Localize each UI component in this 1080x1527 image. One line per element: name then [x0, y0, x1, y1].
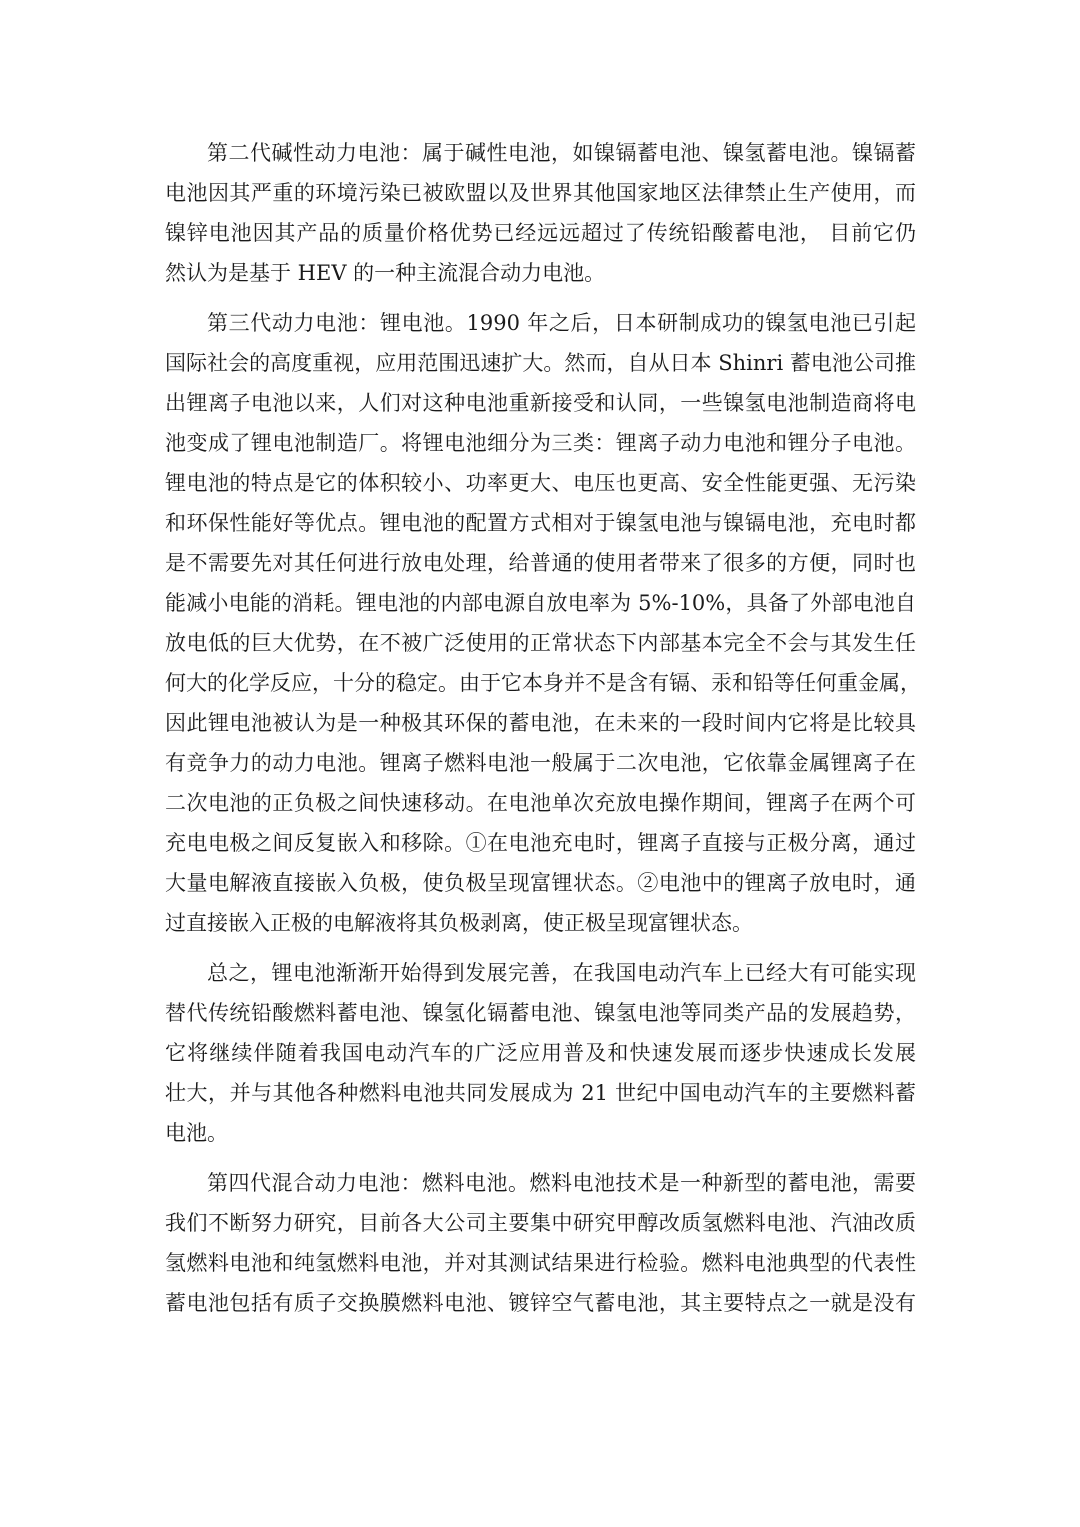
text-line: 镍锌电池因其产品的质量价格优势已经远远超过了传统铅酸蓄电池， 目前它仍 [165, 221, 916, 245]
paragraph-summary [165, 953, 916, 1153]
text-line: 出锂离子电池以来，人们对这种电池重新接受和认同，一些镍氢电池制造商将电 [165, 391, 916, 415]
text-line: 能减小电能的消耗。锂电池的内部电源自放电率为 5%-10%，具备了外部电池自 [165, 591, 916, 615]
text-line: 池变成了锂电池制造厂。将锂电池细分为三类：锂离子动力电池和锂分子电池。 [165, 431, 916, 455]
text-line: 总之，锂电池渐渐开始得到发展完善，在我国电动汽车上已经大有可能实现 [207, 961, 916, 985]
text-line: 是不需要先对其任何进行放电处理，给普通的使用者带来了很多的方便，同时也 [165, 551, 916, 575]
text-line: 蓄电池包括有质子交换膜燃料电池、镀锌空气蓄电池，其主要特点之一就是没有 [165, 1291, 916, 1315]
paragraph-third-gen-lithium [165, 303, 921, 943]
text-line: 氢燃料电池和纯氢燃料电池，并对其测试结果进行检验。燃料电池典型的代表性 [165, 1251, 916, 1275]
text-line: 壮大，并与其他各种燃料电池共同发展成为 21 世纪中国电动汽车的主要燃料蓄 [165, 1081, 916, 1105]
text-line: 过直接嵌入正极的电解液将其负极剥离，使正极呈现富锂状态。 [165, 911, 753, 935]
text-line: 大量电解液直接嵌入负极，使负极呈现富锂状态。②电池中的锂离子放电时，通 [165, 871, 916, 895]
text-line: 充电电极之间反复嵌入和移除。①在电池充电时，锂离子直接与正极分离，通过 [165, 831, 916, 855]
text-line: 它将继续伴随着我国电动汽车的广泛应用普及和快速发展而逐步快速成长发展 [165, 1041, 916, 1065]
text-line: 替代传统铅酸燃料蓄电池、镍氢化镉蓄电池、镍氢电池等同类产品的发展趋势， [165, 1001, 916, 1025]
text-line: 第二代碱性动力电池：属于碱性电池，如镍镉蓄电池、镍氢蓄电池。镍镉蓄 [207, 141, 916, 165]
text-line: 电池。 [165, 1121, 228, 1145]
text-line: 电池因其严重的环境污染已被欧盟以及世界其他国家地区法律禁止生产使用，而 [165, 181, 916, 205]
text-line: 第四代混合动力电池：燃料电池。燃料电池技术是一种新型的蓄电池，需要 [207, 1171, 916, 1195]
text-line: 我们不断努力研究，目前各大公司主要集中研究甲醇改质氢燃料电池、汽油改质 [165, 1211, 916, 1235]
text-line: 然认为是基于 HEV 的一种主流混合动力电池。 [165, 261, 606, 285]
body-text [165, 133, 921, 1333]
text-line: 因此锂电池被认为是一种极其环保的蓄电池，在未来的一段时间内它将是比较具 [165, 711, 916, 735]
paragraph-fourth-gen-fuel-cell [165, 1163, 916, 1323]
text-line: 国际社会的高度重视，应用范围迅速扩大。然而，自从日本 Shinri 蓄电池公司推 [165, 351, 916, 375]
text-line: 和环保性能好等优点。锂电池的配置方式相对于镍氢电池与镍镉电池，充电时都 [165, 511, 916, 535]
text-line: 放电低的巨大优势，在不被广泛使用的正常状态下内部基本完全不会与其发生任 [165, 631, 916, 655]
text-line: 第三代动力电池：锂电池。1990 年之后，日本研制成功的镍氢电池已引起 [207, 311, 916, 335]
text-line: 有竞争力的动力电池。锂离子燃料电池一般属于二次电池，它依靠金属锂离子在 [165, 751, 916, 775]
text-line: 二次电池的正负极之间快速移动。在电池单次充放电操作期间，锂离子在两个可 [165, 791, 916, 815]
paragraph-second-gen-alkaline [165, 133, 916, 293]
text-line: 何大的化学反应，十分的稳定。由于它本身并不是含有镉、汞和铅等任何重金属， [165, 671, 921, 695]
text-line: 锂电池的特点是它的体积较小、功率更大、电压也更高、安全性能更强、无污染 [165, 471, 916, 495]
